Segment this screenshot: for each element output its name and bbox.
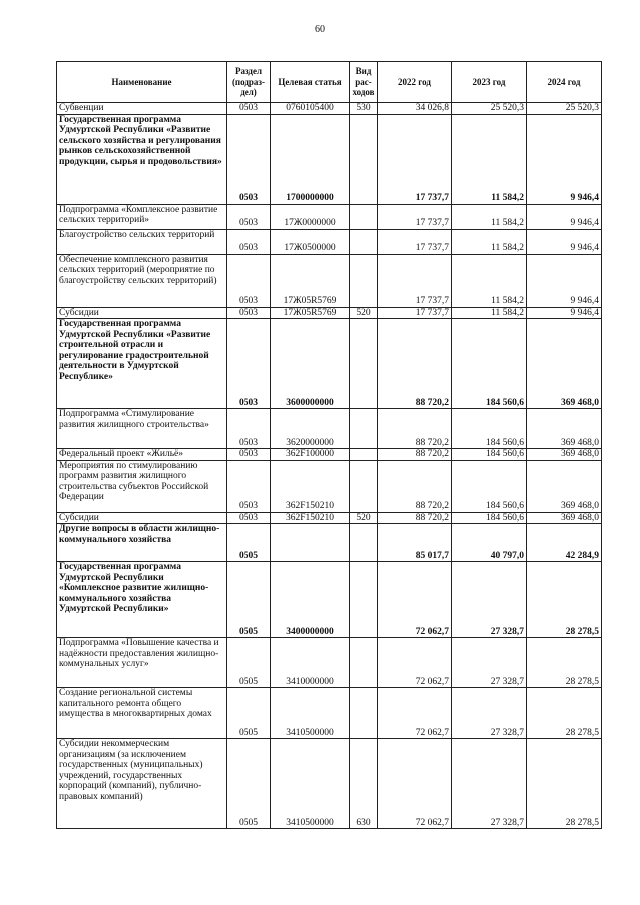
- row-kind: 630: [350, 739, 378, 829]
- row-name: Мероприятия по стимулированию программ развития жилищного строительства субъектов Российской Федерации: [57, 460, 227, 512]
- row-value-2022: 88 720,2: [378, 512, 452, 524]
- row-value-2022: 17 737,7: [378, 254, 452, 307]
- table-row: [57, 562, 602, 638]
- row-name: Обеспечение комплексного развития сельских территорий (мероприятие по благоустройству сельских территорий): [57, 254, 227, 307]
- row-section: 0505: [227, 638, 271, 688]
- row-value-2023: 11 584,2: [452, 254, 527, 307]
- table-row: [57, 229, 602, 254]
- row-target: 362F100000: [271, 449, 350, 461]
- row-value-2024: 369 468,0: [527, 512, 602, 524]
- row-value-2024: 9 946,4: [527, 114, 602, 204]
- row-target: 1700000000: [271, 114, 350, 204]
- row-target: 17Ж05R5769: [271, 254, 350, 307]
- row-value-2024: 369 468,0: [527, 460, 602, 512]
- row-value-2022: 88 720,2: [378, 409, 452, 449]
- row-value-2023: 11 584,2: [452, 229, 527, 254]
- col-header-kind: Вид рас-ходов: [350, 62, 378, 103]
- row-value-2022: 17 737,7: [378, 204, 452, 229]
- row-section: 0503: [227, 409, 271, 449]
- row-name: Государственная программа Удмуртской Республики «Развитие строительной отрасли и регулирование градостроительной деятельности в Удмуртской Республике»: [57, 319, 227, 409]
- table-row: [57, 254, 602, 307]
- col-header-section: Раздел (подраз-дел): [227, 62, 271, 103]
- row-target: 3410500000: [271, 739, 350, 829]
- row-value-2024: 369 468,0: [527, 449, 602, 461]
- row-value-2024: 28 278,5: [527, 562, 602, 638]
- row-section: 0505: [227, 739, 271, 829]
- row-value-2024: 28 278,5: [527, 739, 602, 829]
- table-row: [57, 524, 602, 562]
- row-section: 0503: [227, 319, 271, 409]
- row-section: 0503: [227, 254, 271, 307]
- row-name: Субсидии: [57, 307, 227, 319]
- row-target: 17Ж05R5769: [271, 307, 350, 319]
- row-value-2023: 184 560,6: [452, 512, 527, 524]
- row-value-2023: 27 328,7: [452, 739, 527, 829]
- row-value-2022: 17 737,7: [378, 307, 452, 319]
- row-section: 0503: [227, 114, 271, 204]
- row-value-2022: 34 026,8: [378, 103, 452, 115]
- row-section: 0503: [227, 449, 271, 461]
- row-target: [271, 524, 350, 562]
- row-name: Подпрограмма «Комплексное развитие сельских территорий»: [57, 204, 227, 229]
- row-value-2023: 27 328,7: [452, 688, 527, 739]
- row-value-2022: 72 062,7: [378, 638, 452, 688]
- table-row: [57, 460, 602, 512]
- col-header-2022: 2022 год: [378, 62, 452, 103]
- row-value-2023: 40 797,0: [452, 524, 527, 562]
- row-name: Субвенции: [57, 103, 227, 115]
- row-target: 3620000000: [271, 409, 350, 449]
- row-value-2024: 9 946,4: [527, 229, 602, 254]
- row-value-2024: 9 946,4: [527, 254, 602, 307]
- row-value-2023: 27 328,7: [452, 562, 527, 638]
- row-value-2024: 42 284,9: [527, 524, 602, 562]
- table-row: [57, 204, 602, 229]
- row-value-2024: 28 278,5: [527, 638, 602, 688]
- table-row: [57, 307, 602, 319]
- row-target: 0760105400: [271, 103, 350, 115]
- table-row: [57, 512, 602, 524]
- row-target: 3600000000: [271, 319, 350, 409]
- row-kind: [350, 319, 378, 409]
- row-value-2022: 88 720,2: [378, 449, 452, 461]
- row-value-2024: 369 468,0: [527, 319, 602, 409]
- row-target: 3410000000: [271, 638, 350, 688]
- row-value-2023: 184 560,6: [452, 409, 527, 449]
- row-target: 17Ж0500000: [271, 229, 350, 254]
- table-row: [57, 688, 602, 739]
- row-value-2024: 28 278,5: [527, 688, 602, 739]
- table-row: [57, 739, 602, 829]
- col-header-name: Наименование: [57, 62, 227, 103]
- table-row: [57, 114, 602, 204]
- table-row: [57, 449, 602, 461]
- row-name: Субсидии некоммерческим организациям (за исключением государственных (муниципальных) учреждений, государственных корпораций (компаний), публично-правовых компаний): [57, 739, 227, 829]
- row-value-2023: 25 520,3: [452, 103, 527, 115]
- row-section: 0503: [227, 307, 271, 319]
- row-value-2022: 72 062,7: [378, 739, 452, 829]
- table-row: [57, 409, 602, 449]
- row-value-2024: 25 520,3: [527, 103, 602, 115]
- row-name: Подпрограмма «Стимулирование развития жилищного строительства»: [57, 409, 227, 449]
- table-row: [57, 103, 602, 115]
- row-kind: [350, 524, 378, 562]
- row-name: Подпрограмма «Повышение качества и надёжности предоставления жилищно-коммунальных услуг»: [57, 638, 227, 688]
- row-name: Федеральный проект «Жильё»: [57, 449, 227, 461]
- table-header-row: [57, 62, 602, 103]
- row-kind: 530: [350, 103, 378, 115]
- row-kind: 520: [350, 512, 378, 524]
- row-section: 0503: [227, 103, 271, 115]
- row-target: 3410500000: [271, 688, 350, 739]
- row-kind: [350, 409, 378, 449]
- row-value-2023: 27 328,7: [452, 638, 527, 688]
- row-value-2022: 17 737,7: [378, 229, 452, 254]
- budget-table: [56, 61, 602, 829]
- row-value-2023: 184 560,6: [452, 319, 527, 409]
- row-value-2023: 11 584,2: [452, 204, 527, 229]
- row-kind: 520: [350, 307, 378, 319]
- row-target: 3400000000: [271, 562, 350, 638]
- row-value-2024: 9 946,4: [527, 204, 602, 229]
- row-section: 0503: [227, 229, 271, 254]
- row-section: 0505: [227, 688, 271, 739]
- row-name: Благоустройство сельских территорий: [57, 229, 227, 254]
- row-value-2022: 72 062,7: [378, 562, 452, 638]
- row-target: 362F150210: [271, 512, 350, 524]
- row-kind: [350, 114, 378, 204]
- row-kind: [350, 254, 378, 307]
- row-kind: [350, 449, 378, 461]
- row-value-2022: 85 017,7: [378, 524, 452, 562]
- table-row: [57, 319, 602, 409]
- col-header-2023: 2023 год: [452, 62, 527, 103]
- row-value-2022: 88 720,2: [378, 460, 452, 512]
- row-section: 0505: [227, 524, 271, 562]
- col-header-2024: 2024 год: [527, 62, 602, 103]
- row-section: 0503: [227, 460, 271, 512]
- row-value-2024: 9 946,4: [527, 307, 602, 319]
- row-value-2023: 184 560,6: [452, 460, 527, 512]
- row-value-2022: 72 062,7: [378, 688, 452, 739]
- col-header-target: Целевая статья: [271, 62, 350, 103]
- row-value-2023: 11 584,2: [452, 307, 527, 319]
- row-target: 17Ж0000000: [271, 204, 350, 229]
- row-value-2023: 184 560,6: [452, 449, 527, 461]
- row-kind: [350, 638, 378, 688]
- row-name: Субсидии: [57, 512, 227, 524]
- row-kind: [350, 688, 378, 739]
- row-name: Создание региональной системы капитального ремонта общего имущества в многоквартирных домах: [57, 688, 227, 739]
- row-target: 362F150210: [271, 460, 350, 512]
- row-section: 0503: [227, 512, 271, 524]
- row-kind: [350, 562, 378, 638]
- page-number: 60: [315, 24, 325, 35]
- row-section: 0503: [227, 204, 271, 229]
- row-value-2023: 11 584,2: [452, 114, 527, 204]
- row-kind: [350, 460, 378, 512]
- row-name: Государственная программа Удмуртской Республики «Развитие сельского хозяйства и регулирования рынков сельскохозяйственной продукции, сырья и продовольствия»: [57, 114, 227, 204]
- row-value-2022: 88 720,2: [378, 319, 452, 409]
- row-kind: [350, 229, 378, 254]
- row-section: 0505: [227, 562, 271, 638]
- row-value-2024: 369 468,0: [527, 409, 602, 449]
- row-value-2022: 17 737,7: [378, 114, 452, 204]
- row-name: Государственная программа Удмуртской Республики «Комплексное развитие жилищно-коммунального хозяйства Удмуртской Республики»: [57, 562, 227, 638]
- row-name: Другие вопросы в области жилищно-коммунального хозяйства: [57, 524, 227, 562]
- table-row: [57, 638, 602, 688]
- row-kind: [350, 204, 378, 229]
